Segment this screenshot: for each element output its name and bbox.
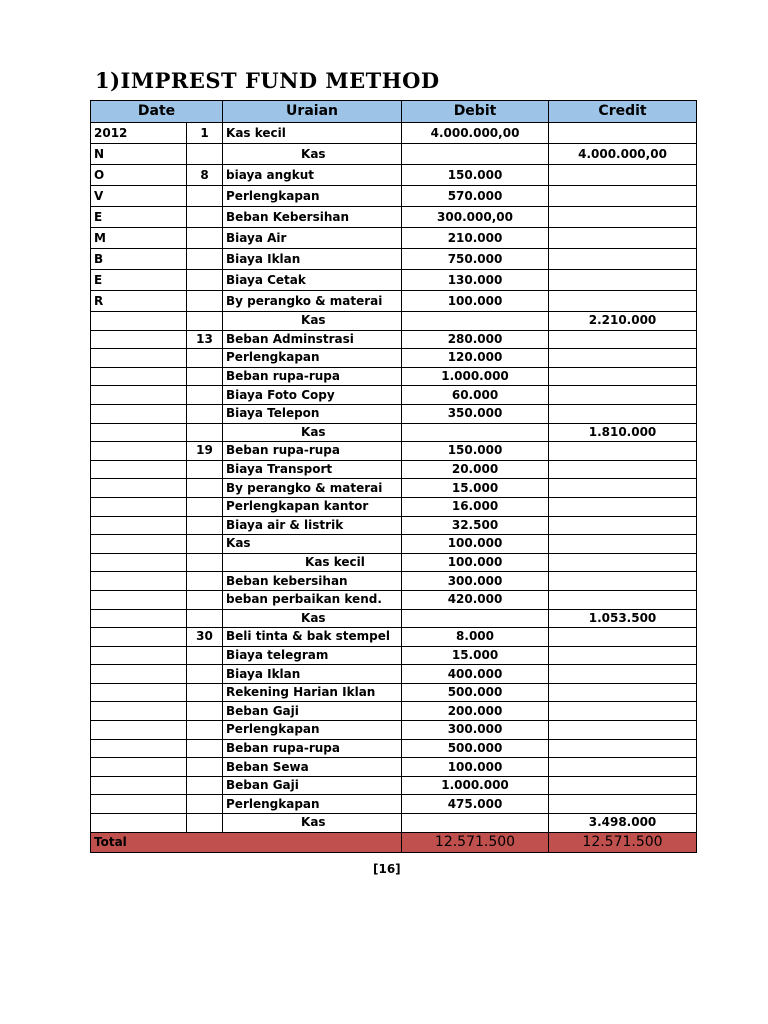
row-date (91, 404, 187, 423)
row-credit (549, 795, 697, 814)
row-debit: 60.000 (402, 386, 549, 405)
row-debit: 350.000 (402, 404, 549, 423)
table-row (91, 609, 697, 628)
row-day (187, 228, 223, 249)
row-description: By perangko & materai (223, 291, 402, 312)
row-debit: 8.000 (402, 628, 549, 647)
row-credit (549, 628, 697, 647)
row-date (91, 423, 187, 442)
row-description: Beban rupa-rupa (223, 442, 402, 461)
row-day: 8 (187, 165, 223, 186)
row-date (91, 814, 187, 833)
row-debit: 400.000 (402, 665, 549, 684)
page-number: [16] (373, 862, 401, 876)
row-credit (549, 739, 697, 758)
row-description: Beban Kebersihan (223, 207, 402, 228)
row-date (91, 739, 187, 758)
table-row (91, 404, 697, 423)
row-description: Rekening Harian Iklan (223, 683, 402, 702)
row-date (91, 572, 187, 591)
table-row (91, 423, 697, 442)
table-header-row (91, 101, 697, 123)
table-row (91, 814, 697, 833)
header-date: Date (91, 101, 223, 123)
row-description: Perlengkapan (223, 721, 402, 740)
row-credit (549, 479, 697, 498)
row-day (187, 270, 223, 291)
row-day (187, 646, 223, 665)
row-description: Biaya telegram (223, 646, 402, 665)
row-debit: 500.000 (402, 683, 549, 702)
row-debit: 150.000 (402, 165, 549, 186)
row-day (187, 795, 223, 814)
row-date (91, 349, 187, 368)
row-day (187, 572, 223, 591)
row-date (91, 553, 187, 572)
table-row (91, 553, 697, 572)
table-row (91, 795, 697, 814)
row-description: Kas (223, 423, 402, 442)
row-description: Biaya Transport (223, 460, 402, 479)
row-credit (549, 165, 697, 186)
row-debit: 32.500 (402, 516, 549, 535)
row-debit: 15.000 (402, 646, 549, 665)
table-row (91, 144, 697, 165)
row-date (91, 702, 187, 721)
row-debit: 100.000 (402, 553, 549, 572)
row-credit (549, 721, 697, 740)
table-row (91, 291, 697, 312)
row-credit (549, 330, 697, 349)
row-day (187, 479, 223, 498)
row-day (187, 497, 223, 516)
table-row (91, 721, 697, 740)
row-description: Beban rupa-rupa (223, 367, 402, 386)
row-description: biaya angkut (223, 165, 402, 186)
row-credit (549, 291, 697, 312)
row-description: Beban Sewa (223, 758, 402, 777)
row-description: Kas (223, 535, 402, 554)
table-row (91, 758, 697, 777)
row-description: Perlengkapan (223, 795, 402, 814)
table-row (91, 349, 697, 368)
table-row (91, 123, 697, 144)
row-date (91, 367, 187, 386)
row-debit: 500.000 (402, 739, 549, 758)
header-credit: Credit (549, 101, 697, 123)
row-credit (549, 386, 697, 405)
row-day (187, 460, 223, 479)
row-date (91, 683, 187, 702)
row-debit (402, 312, 549, 331)
table-row (91, 460, 697, 479)
row-description: beban perbaikan kend. (223, 590, 402, 609)
table-row (91, 367, 697, 386)
page-title: 1)IMPREST FUND METHOD (95, 68, 440, 93)
row-day (187, 186, 223, 207)
row-description: Biaya Iklan (223, 249, 402, 270)
row-credit (549, 123, 697, 144)
row-credit (549, 367, 697, 386)
row-description: Perlengkapan (223, 349, 402, 368)
row-date (91, 330, 187, 349)
row-description: Kas kecil (223, 553, 402, 572)
row-debit: 750.000 (402, 249, 549, 270)
row-day (187, 144, 223, 165)
row-description: By perangko & materai (223, 479, 402, 498)
row-day: 1 (187, 123, 223, 144)
row-description: Perlengkapan (223, 186, 402, 207)
row-description: Biaya Telepon (223, 404, 402, 423)
table-row (91, 186, 697, 207)
row-day (187, 367, 223, 386)
row-date: M (91, 228, 187, 249)
row-credit (549, 702, 697, 721)
row-credit (549, 497, 697, 516)
row-day (187, 814, 223, 833)
row-day (187, 516, 223, 535)
row-debit: 300.000,00 (402, 207, 549, 228)
row-debit: 100.000 (402, 535, 549, 554)
table-row (91, 479, 697, 498)
row-date (91, 386, 187, 405)
row-debit: 20.000 (402, 460, 549, 479)
row-credit: 4.000.000,00 (549, 144, 697, 165)
row-credit (549, 270, 697, 291)
row-debit: 150.000 (402, 442, 549, 461)
row-date: V (91, 186, 187, 207)
journal-body (91, 123, 697, 833)
row-debit: 16.000 (402, 497, 549, 516)
row-credit: 1.810.000 (549, 423, 697, 442)
row-date (91, 460, 187, 479)
total-label: Total (91, 832, 402, 852)
table-row (91, 207, 697, 228)
row-description: Biaya Air (223, 228, 402, 249)
table-row (91, 516, 697, 535)
row-day (187, 404, 223, 423)
table-row (91, 312, 697, 331)
table-row (91, 535, 697, 554)
row-debit: 100.000 (402, 758, 549, 777)
row-debit: 1.000.000 (402, 776, 549, 795)
row-credit: 2.210.000 (549, 312, 697, 331)
row-debit: 1.000.000 (402, 367, 549, 386)
row-day (187, 776, 223, 795)
row-credit (549, 404, 697, 423)
row-debit: 300.000 (402, 721, 549, 740)
row-date (91, 776, 187, 795)
table-row (91, 702, 697, 721)
table-row (91, 386, 697, 405)
row-credit: 1.053.500 (549, 609, 697, 628)
table-row (91, 628, 697, 647)
row-debit: 475.000 (402, 795, 549, 814)
row-debit: 300.000 (402, 572, 549, 591)
row-day: 30 (187, 628, 223, 647)
row-credit: 3.498.000 (549, 814, 697, 833)
journal-table (90, 100, 697, 853)
row-date (91, 312, 187, 331)
total-debit: 12.571.500 (402, 832, 549, 852)
row-day (187, 553, 223, 572)
row-date (91, 758, 187, 777)
row-credit (549, 516, 697, 535)
row-debit: 280.000 (402, 330, 549, 349)
row-day (187, 590, 223, 609)
row-credit (549, 535, 697, 554)
row-debit: 15.000 (402, 479, 549, 498)
row-description: Kas (223, 814, 402, 833)
row-credit (549, 758, 697, 777)
row-debit: 4.000.000,00 (402, 123, 549, 144)
row-day: 13 (187, 330, 223, 349)
header-debit: Debit (402, 101, 549, 123)
row-debit (402, 423, 549, 442)
row-description: Beban kebersihan (223, 572, 402, 591)
table-row (91, 228, 697, 249)
row-date (91, 590, 187, 609)
row-day: 19 (187, 442, 223, 461)
row-description: Beban Gaji (223, 702, 402, 721)
row-credit (549, 186, 697, 207)
row-description: Perlengkapan kantor (223, 497, 402, 516)
row-credit (549, 646, 697, 665)
row-day (187, 683, 223, 702)
table-row (91, 683, 697, 702)
table-row (91, 165, 697, 186)
row-credit (549, 683, 697, 702)
row-description: Beban Adminstrasi (223, 330, 402, 349)
header-uraian: Uraian (223, 101, 402, 123)
row-day (187, 739, 223, 758)
row-date (91, 628, 187, 647)
row-credit (549, 460, 697, 479)
row-day (187, 535, 223, 554)
row-description: Kas kecil (223, 123, 402, 144)
row-day (187, 249, 223, 270)
row-credit (549, 442, 697, 461)
row-day (187, 386, 223, 405)
row-date: N (91, 144, 187, 165)
row-credit (549, 572, 697, 591)
row-date (91, 442, 187, 461)
row-debit: 570.000 (402, 186, 549, 207)
row-day (187, 721, 223, 740)
row-debit: 210.000 (402, 228, 549, 249)
row-description: Biaya Cetak (223, 270, 402, 291)
row-description: Beli tinta & bak stempel (223, 628, 402, 647)
row-day (187, 609, 223, 628)
row-debit: 420.000 (402, 590, 549, 609)
table-row (91, 665, 697, 684)
row-credit (549, 228, 697, 249)
row-date (91, 497, 187, 516)
row-date: B (91, 249, 187, 270)
table-row (91, 776, 697, 795)
row-day (187, 291, 223, 312)
row-day (187, 349, 223, 368)
table-row (91, 330, 697, 349)
row-date: E (91, 207, 187, 228)
row-date: 2012 (91, 123, 187, 144)
table-row (91, 249, 697, 270)
row-description: Biaya Iklan (223, 665, 402, 684)
row-description: Beban Gaji (223, 776, 402, 795)
table-row (91, 646, 697, 665)
table-row (91, 270, 697, 291)
row-debit (402, 609, 549, 628)
row-description: Beban rupa-rupa (223, 739, 402, 758)
row-date (91, 516, 187, 535)
row-date (91, 795, 187, 814)
table-row (91, 572, 697, 591)
row-description: Kas (223, 144, 402, 165)
row-date (91, 479, 187, 498)
row-day (187, 665, 223, 684)
row-credit (549, 349, 697, 368)
total-credit: 12.571.500 (549, 832, 697, 852)
row-date: R (91, 291, 187, 312)
table-row (91, 442, 697, 461)
row-day (187, 423, 223, 442)
row-description: Kas (223, 312, 402, 331)
table-row (91, 739, 697, 758)
row-debit (402, 814, 549, 833)
row-day (187, 207, 223, 228)
row-date (91, 646, 187, 665)
row-date (91, 665, 187, 684)
table-row (91, 590, 697, 609)
row-date (91, 535, 187, 554)
row-description: Biaya air & listrik (223, 516, 402, 535)
row-credit (549, 590, 697, 609)
row-date (91, 609, 187, 628)
row-credit (549, 776, 697, 795)
row-debit: 200.000 (402, 702, 549, 721)
row-description: Kas (223, 609, 402, 628)
row-debit (402, 144, 549, 165)
row-credit (549, 207, 697, 228)
row-date: E (91, 270, 187, 291)
row-credit (549, 249, 697, 270)
row-day (187, 312, 223, 331)
row-debit: 130.000 (402, 270, 549, 291)
row-description: Biaya Foto Copy (223, 386, 402, 405)
row-date (91, 721, 187, 740)
total-row (91, 832, 697, 852)
table-row (91, 497, 697, 516)
row-day (187, 702, 223, 721)
row-day (187, 758, 223, 777)
row-date: O (91, 165, 187, 186)
row-credit (549, 553, 697, 572)
row-credit (549, 665, 697, 684)
row-debit: 120.000 (402, 349, 549, 368)
row-debit: 100.000 (402, 291, 549, 312)
